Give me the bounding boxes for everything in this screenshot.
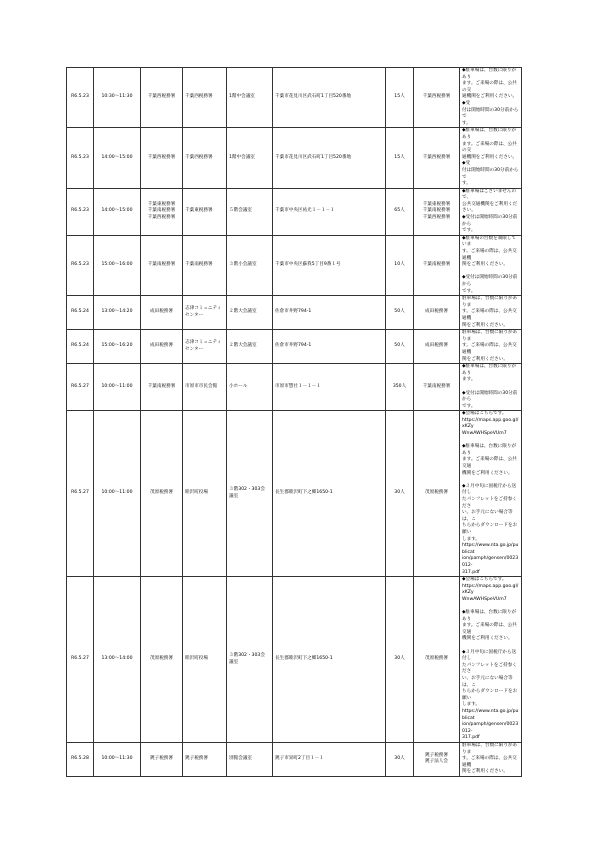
remarks-line: ◆会場はこちらです。 — [462, 411, 507, 417]
capacity-cell: 30人 — [386, 577, 414, 743]
table-row — [67, 296, 522, 330]
remarks-line: ◆駐車場の台数を制限していま — [462, 235, 517, 248]
session-date-cell: R6.5.23 — [67, 188, 94, 235]
cell-line: ３階302・303会 — [229, 487, 265, 493]
remarks-line: 関をご利用ください。 — [462, 769, 508, 775]
venue-room-cell: ２階大会議室 — [227, 296, 273, 330]
session-time-cell: 10:00～11:00 — [94, 411, 141, 577]
session-date-cell: R6.5.23 — [67, 68, 94, 128]
remarks-line: す。ご来場の際は、公共交通機 — [462, 249, 517, 261]
cell-line: 千葉西税務署 — [147, 215, 176, 221]
cell-line: 成田税務署 — [425, 309, 448, 315]
remarks-line: 機関をご利用ください。 — [462, 636, 513, 642]
host-cell — [414, 742, 460, 776]
remarks-line: ちらからダウンロードをお願い — [462, 689, 518, 701]
venue-address-cell: 千葉市花見川区武石町1丁目520番地 — [273, 128, 386, 188]
cell-line: 議室 — [229, 493, 239, 499]
remarks-line: ◆受付は開始時間の30分前から — [462, 275, 518, 287]
cell-line: 千葉南税務署 — [422, 262, 451, 268]
cell-line: 茂原税務署 — [425, 490, 448, 496]
remarks-line: ◆駐車場は、台数に限りがあり — [462, 364, 517, 376]
session-date-cell: R6.5.27 — [67, 411, 94, 577]
cell-line: 銚子法人会 — [425, 759, 448, 765]
remarks-cell — [460, 330, 522, 364]
session-date-cell: R6.5.28 — [67, 742, 94, 776]
remarks-line: します。 — [462, 536, 481, 542]
target-office-cell: 茂原税務署 — [141, 411, 183, 577]
remarks-line: です。 — [462, 228, 476, 234]
venue-address-cell: 千葉市花見川区武石町1丁目520番地 — [273, 68, 386, 128]
remarks-line: たパンフレットをご持参くださ — [462, 662, 517, 675]
cell-line: 志津コミュニティ — [185, 340, 222, 346]
session-time-cell: 13:00～14:20 — [94, 296, 141, 330]
cell-line: 千葉西税務署 — [422, 154, 451, 160]
venue-name-cell: 銚子税務署 — [183, 742, 227, 776]
session-time-cell: 13:00～14:00 — [94, 577, 141, 743]
remarks-line: ます。 — [462, 377, 476, 383]
session-time-cell: 10:30～11:30 — [94, 68, 141, 128]
capacity-cell: 65人 — [386, 188, 414, 235]
venue-name-cell: 千葉西税務署 — [183, 128, 227, 188]
target-office-cell — [141, 188, 183, 235]
venue-name-cell — [183, 296, 227, 330]
table-row — [67, 128, 522, 188]
capacity-cell: 50人 — [386, 296, 414, 330]
venue-room-cell: 別館会議室 — [227, 742, 273, 776]
remarks-line: 317.pdf — [462, 569, 480, 575]
remarks-cell — [460, 296, 522, 330]
remarks-line: 通機関をご利用ください。◆受 — [462, 154, 518, 167]
host-cell — [414, 235, 460, 295]
session-time-cell: 15:00～16:20 — [94, 330, 141, 364]
remarks-line: ます。ご来場の際は、公共の交 — [462, 141, 517, 154]
host-cell — [414, 330, 460, 364]
table-row — [67, 742, 522, 776]
remarks-cell — [460, 235, 522, 295]
host-cell — [414, 577, 460, 743]
venue-name-cell: 睦沢町役場 — [183, 577, 227, 743]
remarks-line: ◆駐車場は、台数に限りがあり — [462, 444, 517, 456]
remarks-cell — [460, 577, 522, 743]
target-office-cell: 成田税務署 — [141, 296, 183, 330]
remarks-line: ちらからダウンロードをお願い — [462, 523, 518, 535]
cell-line: 千葉南税務署 — [147, 208, 176, 214]
remarks-cell — [460, 68, 522, 128]
session-date-cell: R6.5.24 — [67, 296, 94, 330]
venue-address-cell: 佐倉市井野794-1 — [273, 330, 386, 364]
venue-room-cell: 1階中会議室 — [227, 68, 273, 128]
target-office-cell: 千葉南税務署 — [141, 235, 183, 295]
capacity-cell: 15人 — [386, 128, 414, 188]
venue-name-cell: 千葉南税務署 — [183, 235, 227, 295]
remarks-line: ◆受付は開始時間の30分前から — [462, 215, 518, 227]
capacity-cell: 50人 — [386, 330, 414, 364]
remarks-line: ◆駐車場は、台数に限りがあり — [462, 128, 517, 140]
target-office-cell: 成田税務署 — [141, 330, 183, 364]
seminar-schedule-table — [66, 67, 522, 777]
remarks-line: い。お手元にない場合等は、こ — [462, 510, 513, 522]
remarks-line: ion/pamph/gensen/0023012- — [462, 722, 519, 734]
remarks-line — [462, 384, 519, 391]
venue-room-cell: ３階小会議室 — [227, 235, 273, 295]
remarks-line: ◆駐車場は、台数に限りがあり — [462, 68, 517, 80]
capacity-cell: 350人 — [386, 364, 414, 411]
target-office-cell: 茂原税務署 — [141, 577, 183, 743]
table-row — [67, 235, 522, 295]
session-date-cell: R6.5.24 — [67, 330, 94, 364]
target-office-cell: 千葉南税務署 — [141, 364, 183, 411]
cell-line: 議室 — [229, 659, 239, 665]
session-date-cell: R6.5.27 — [67, 577, 94, 743]
venue-name-cell: 千葉東税務署 — [183, 188, 227, 235]
remarks-line: す。ご来場の際は、公共交通機 — [462, 756, 517, 768]
remarks-line: 関をご利用ください。 — [462, 262, 508, 268]
cell-line: 千葉東税務署 — [147, 201, 176, 207]
remarks-line: たパンフレットをご持参くださ — [462, 497, 517, 509]
table-row — [67, 330, 522, 364]
venue-name-cell — [183, 330, 227, 364]
venue-room-cell: ５階会議室 — [227, 188, 273, 235]
venue-address-cell: 長生郡睦沢町下之郷1650-1 — [273, 411, 386, 577]
venue-name-cell: 市原市市民会館 — [183, 364, 227, 411]
remarks-line: ◆３月中旬に国税庁から送付し — [462, 483, 517, 496]
cell-line: センター — [185, 312, 204, 318]
session-date-cell: R6.5.23 — [67, 128, 94, 188]
remarks-line: す。 — [462, 120, 471, 126]
remarks-line: ます。ご来場の際は、公共交通 — [462, 457, 517, 470]
session-time-cell: 14:00～15:00 — [94, 188, 141, 235]
target-office-cell: 銚子税務署 — [141, 742, 183, 776]
venue-address-cell: 千葉市中央区蘇我5丁目9番１号 — [273, 235, 386, 295]
remarks-line: 付は開始時間の30分前からで — [462, 107, 519, 120]
remarks-line: です。 — [462, 403, 476, 409]
capacity-cell: 15人 — [386, 68, 414, 128]
remarks-line: ます。ご来場の際は、公共の交 — [462, 81, 517, 93]
session-time-cell: 10:00～11:00 — [94, 364, 141, 411]
remarks-line: い。お手元にない場合等は、こ — [462, 676, 513, 688]
cell-line: 千葉東税務署 — [422, 201, 451, 207]
host-cell — [414, 68, 460, 128]
remarks-line: です。 — [462, 288, 476, 294]
session-time-cell: 14:00～15:00 — [94, 128, 141, 188]
cell-line: 茂原税務署 — [425, 656, 448, 662]
venue-address-cell: 佐倉市井野794-1 — [273, 296, 386, 330]
capacity-cell: 10人 — [386, 235, 414, 295]
table-row — [67, 188, 522, 235]
remarks-line: 機関をご利用ください。 — [462, 470, 513, 476]
table-row — [67, 364, 522, 411]
remarks-line: 317.pdf — [462, 735, 480, 741]
venue-address-cell: 長生郡睦沢町下之郷1650-1 — [273, 577, 386, 743]
cell-line: 千葉西税務署 — [422, 94, 451, 100]
remarks-line: WnwAWHSpeVUm7 — [462, 431, 507, 437]
venue-room-cell — [227, 411, 273, 577]
remarks-line: ◆３月中旬に国税庁から送付し — [462, 649, 517, 662]
session-time-cell: 10:00～11:30 — [94, 742, 141, 776]
venue-room-cell: 小ホール — [227, 364, 273, 411]
remarks-line: 駐車場は、台数に限りがありま — [462, 296, 518, 308]
venue-name-cell: 千葉西税務署 — [183, 68, 227, 128]
remarks-line: す。ご来場の際は、公共交通機 — [462, 343, 517, 355]
table-row — [67, 577, 522, 743]
host-cell — [414, 128, 460, 188]
remarks-line: ◆駐車場はございませんので、 — [462, 188, 517, 201]
remarks-line: ◆駐車場は、台数に限りがあり — [462, 610, 517, 622]
remarks-line: ◆受付は開始時間の30分前から — [462, 390, 518, 403]
remarks-line: す。 — [462, 181, 471, 187]
remarks-line — [462, 643, 519, 650]
remarks-line: す。ご来場の際は、公共交通機 — [462, 309, 517, 321]
venue-name-cell: 睦沢町役場 — [183, 411, 227, 577]
venue-address-cell: 銚子市栄町2丁目１－１ — [273, 742, 386, 776]
cell-line: センター — [185, 346, 204, 352]
remarks-line: ◆会場はこちらです。 — [462, 577, 507, 583]
remarks-line: https://www.nta.go.jp/publicat — [462, 709, 519, 721]
remarks-line — [462, 477, 519, 484]
remarks-line: 関をご利用ください。 — [462, 322, 508, 328]
cell-line: 銚子税務署 — [425, 752, 448, 758]
capacity-cell: 30人 — [386, 742, 414, 776]
remarks-line: https://www.nta.go.jp/publicat — [462, 543, 519, 555]
session-date-cell: R6.5.23 — [67, 235, 94, 295]
target-office-cell: 千葉西税務署 — [141, 128, 183, 188]
remarks-line: 付は開始時間の30分前からで — [462, 167, 519, 180]
remarks-line: https://maps.app.goo.gl/xKZy — [462, 417, 519, 430]
remarks-cell — [460, 411, 522, 577]
venue-room-cell: ２階大会議室 — [227, 330, 273, 364]
cell-line: 千葉西税務署 — [422, 215, 451, 221]
remarks-line: 通機関をご利用ください。◆受 — [462, 94, 518, 106]
remarks-line: https://maps.app.goo.gl/xKZy — [462, 583, 519, 596]
remarks-cell — [460, 188, 522, 235]
remarks-line: 関をご利用ください。 — [462, 356, 508, 362]
remarks-cell — [460, 364, 522, 411]
host-cell — [414, 364, 460, 411]
host-cell — [414, 296, 460, 330]
venue-room-cell — [227, 577, 273, 743]
cell-line: 千葉南税務署 — [422, 383, 451, 389]
cell-line: 志津コミュニティ — [185, 306, 222, 312]
remarks-line: します。 — [462, 702, 481, 708]
venue-room-cell: 1階中会議室 — [227, 128, 273, 188]
session-date-cell: R6.5.27 — [67, 364, 94, 411]
cell-line: 成田税務署 — [425, 343, 448, 349]
venue-address-cell: 市原市惣社１－１－１ — [273, 364, 386, 411]
remarks-line: 駐車場は、台数に限りがありま — [462, 742, 518, 755]
target-office-cell: 千葉西税務署 — [141, 68, 183, 128]
remarks-cell — [460, 128, 522, 188]
table-row — [67, 68, 522, 128]
capacity-cell: 30人 — [386, 411, 414, 577]
session-time-cell: 15:00～16:00 — [94, 235, 141, 295]
venue-address-cell: 千葉市中央区祐光１－１－１ — [273, 188, 386, 235]
remarks-line: 駐車場は、台数に限りがありま — [462, 330, 518, 342]
table-row — [67, 411, 522, 577]
cell-line: 千葉南税務署 — [422, 208, 451, 214]
host-cell — [414, 188, 460, 235]
remarks-line: WnwAWHSpeVUm7 — [462, 596, 507, 602]
remarks-line: ます。ご来場の際は、公共交通 — [462, 623, 517, 635]
remarks-line: 公共交通機関をご利用ください。 — [462, 201, 518, 214]
cell-line: ３階302・303会 — [229, 652, 265, 658]
remarks-cell — [460, 742, 522, 776]
remarks-line: ion/pamph/gensen/0023012- — [462, 556, 519, 568]
host-cell — [414, 411, 460, 577]
